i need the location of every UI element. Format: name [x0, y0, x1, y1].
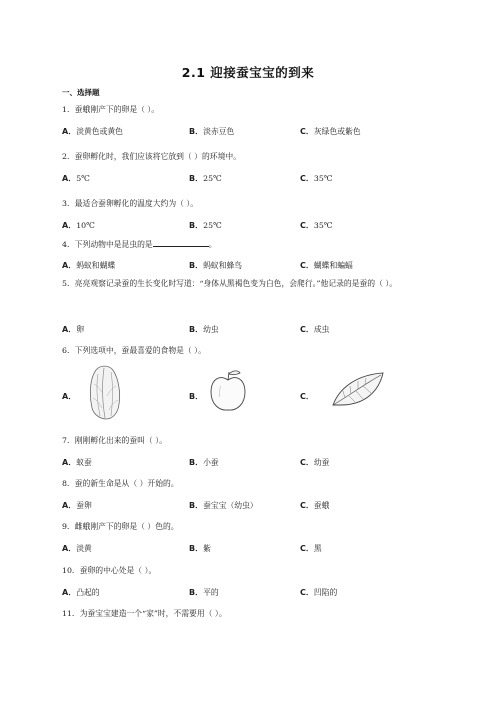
page-title: 2.1 迎接蚕宝宝的到来 [181, 65, 315, 80]
section-heading: 一、选择题 [62, 88, 100, 97]
question-1-options [62, 126, 442, 140]
question-10: 10．蚕卵的中心处是（ ）。 [62, 566, 157, 575]
question-9: 9．雌蛾刚产下的卵是（ ）色的。 [62, 522, 179, 531]
option-a[interactable]: A．10℃ [62, 221, 95, 230]
question-3-options [62, 220, 442, 234]
question-2: 2．蚕卵孵化时，我们应该将它放到（ ）的环境中。 [62, 152, 241, 161]
option-a[interactable]: A．卵 [62, 325, 84, 334]
option-c[interactable]: C．蝴蝶和蝙蝠 [300, 261, 353, 270]
question-4: 4．下列动物中是昆虫的是 。 [62, 240, 217, 249]
option-a[interactable]: A．凸起的 [62, 588, 100, 597]
option-b[interactable]: B．小蚕 [189, 458, 219, 467]
option-b[interactable]: B．幼虫 [189, 325, 219, 334]
option-b[interactable]: B．平的 [189, 588, 219, 597]
question-3: 3．最适合蚕卵孵化的温度大约为（ ）。 [62, 199, 199, 208]
option-b[interactable]: B．淡赤豆色 [189, 127, 235, 136]
option-a[interactable]: A．5℃ [62, 174, 90, 183]
option-b[interactable]: B．25℃ [189, 221, 222, 230]
option-c[interactable]: C．黑 [300, 544, 322, 553]
question-4-options [62, 260, 442, 274]
question-6: 6．下列选项中，蚕最喜爱的食物是（ ）。 [62, 346, 206, 355]
cabbage-icon[interactable] [84, 364, 126, 420]
question-10-options [62, 587, 442, 601]
option-b[interactable]: B．蚕宝宝（幼虫） [189, 501, 258, 510]
option-c[interactable]: C．蚕蛾 [300, 501, 330, 510]
option-b[interactable]: B．蚂蚁和蜂鸟 [189, 261, 243, 270]
option-a[interactable]: A．蚂蚁和蝴蝶 [62, 261, 116, 270]
question-1: 1．蚕蛾刚产下的卵是（ ）。 [62, 105, 160, 114]
option-c[interactable]: C． [300, 392, 314, 401]
option-c[interactable]: C．成虫 [300, 325, 330, 334]
option-c[interactable]: C．幼蚕 [300, 458, 330, 467]
option-c[interactable]: C．35℃ [300, 174, 333, 183]
question-7-options [62, 457, 442, 471]
fruit-icon[interactable] [209, 368, 247, 412]
option-b[interactable]: B． [189, 392, 204, 401]
option-c[interactable]: C．灰绿色或紫色 [300, 127, 361, 136]
question-8: 8．蚕的新生命是从（ ）开始的。 [62, 479, 179, 488]
question-11: 11．为蚕宝宝建造一个“家”时，不需要用（ ）。 [62, 609, 227, 618]
question-5: 5．亮亮观察记录蚕的生长变化时写道：“身体从黑褐色变为白色，会爬行。”他记录的是蚕的（ ）。 [62, 279, 398, 288]
question-7: 7．刚刚孵化出来的蚕叫（ ）。 [62, 436, 167, 445]
option-a[interactable]: A．蚁蚕 [62, 458, 92, 467]
option-a[interactable]: A． [62, 392, 77, 401]
option-c[interactable]: C．凹陷的 [300, 588, 338, 597]
question-8-options [62, 500, 442, 514]
option-c[interactable]: C．35℃ [300, 221, 333, 230]
option-a[interactable]: A．淡黄色或黄色 [62, 127, 123, 136]
option-a[interactable]: A．蚕卵 [62, 501, 92, 510]
option-b[interactable]: B．紫 [189, 544, 211, 553]
question-9-options [62, 543, 442, 557]
question-5-options [62, 324, 442, 338]
option-b[interactable]: B．25℃ [189, 174, 222, 183]
question-2-options [62, 173, 442, 187]
option-a[interactable]: A．淡黄 [62, 544, 92, 553]
answer-blank[interactable] [153, 238, 209, 247]
leaf-icon[interactable] [331, 371, 385, 409]
